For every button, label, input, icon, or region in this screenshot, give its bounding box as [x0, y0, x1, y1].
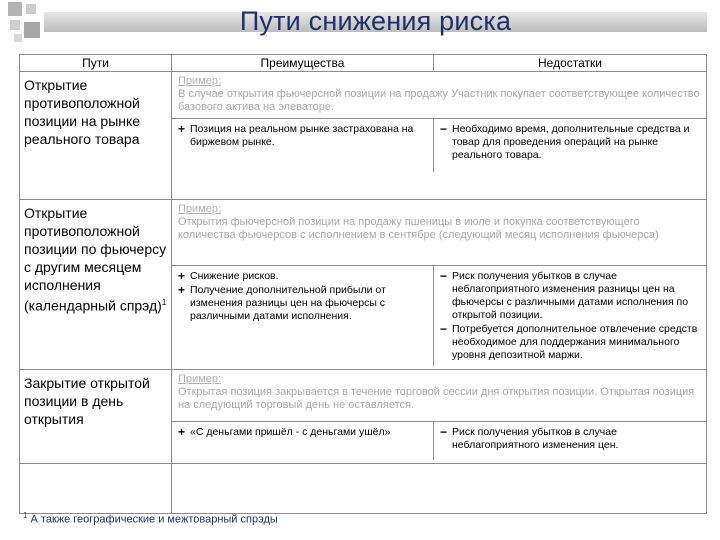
path-cell: Закрытие открытой позиции в день открытия — [20, 370, 172, 464]
disadvantages-cell — [434, 119, 706, 172]
decor-square — [8, 2, 22, 16]
decor-square — [14, 34, 22, 42]
plus-icon: + — [178, 122, 186, 136]
minus-icon: − — [440, 122, 448, 136]
path-cell: Открытие противоположной позиции по фьючерсу с другим месяцем исполнения (календарный спрэд)$^1$ — [20, 200, 172, 370]
table-row — [20, 200, 707, 370]
example-text: В случае открытия фьючерсной позиции на продажу Участник покупает соответствующее количество базового актива на элеваторе. — [178, 88, 700, 113]
advantage-text: «С деньгами пришёл - с деньгами ушёл» — [190, 426, 391, 438]
disadvantage-text: Риск получения убытков в случае неблагоприятного изменения цен. — [452, 426, 619, 451]
footnote-text: А также географические и межтоварный спрэды — [30, 513, 278, 526]
example-cell — [172, 200, 706, 266]
header-paths: Пути — [20, 55, 172, 72]
example-label: Пример: — [178, 373, 222, 385]
decor-square — [10, 20, 20, 30]
disadvantages-cell — [434, 422, 706, 460]
example-cell — [172, 370, 706, 422]
risk-table — [19, 54, 707, 514]
plus-icon: + — [178, 425, 186, 439]
header-disadvantages: Недостатки — [538, 56, 602, 70]
disadvantage-text: Риск получения убытков в случае неблагоприятного изменения разницы цен на фьючерсы с различными датами исполнения по открытой позиции. — [452, 270, 689, 321]
advantages-cell — [172, 119, 434, 172]
disadvantage-text: Потребуется дополнительное отвлечение средств необходимое для поддержания минимального уровня депозитной маржи. — [452, 323, 698, 361]
minus-icon: − — [440, 322, 448, 336]
empty-row — [20, 464, 707, 514]
disadvantages-cell — [434, 266, 706, 366]
example-cell — [172, 72, 706, 119]
plus-icon: + — [178, 269, 186, 283]
table-row — [20, 72, 707, 200]
decor-square — [24, 22, 40, 38]
minus-icon: − — [440, 269, 448, 283]
path-cell: Открытие противоположной позиции на рынке реального товара — [20, 72, 172, 200]
advantage-text: Снижение рисков. — [190, 270, 279, 282]
table-header-row — [20, 55, 707, 72]
advantages-cell — [172, 266, 434, 366]
advantage-text: Позиция на реальном рынке застрахована на биржевом рынке. — [190, 123, 414, 148]
slide-title: Пути снижения риска — [239, 6, 512, 36]
minus-icon: − — [440, 425, 448, 439]
table-row — [20, 370, 707, 464]
plus-icon: + — [178, 283, 186, 297]
example-label: Пример: — [178, 203, 222, 215]
header-advantages: Преимущества — [172, 55, 434, 71]
footnote-number: 1 — [23, 511, 28, 520]
disadvantage-text: Необходимо время, дополнительные средства и товар для проведения операций на рынке реального товара. — [452, 123, 690, 161]
footnote-mark: 1 — [161, 298, 167, 307]
advantages-cell — [172, 422, 434, 460]
decor-square — [26, 4, 36, 14]
advantage-text: Получение дополнительной прибыли от изменения разницы цен на фьючерсы с различными датами исполнения. — [190, 284, 386, 322]
example-text: Открытая позиция закрывается в течение торговой сессии дня открытия позиции. Открытая позиция на следующий торговый день не оставляется. — [178, 386, 695, 411]
example-text: Открытия фьючерсной позиции на продажу пшеницы в июле и покупка соответствующего количества фьючерсов с исполнением в сентябре (следующий месяц исполнения фьючерса) — [178, 216, 659, 241]
footnote — [23, 511, 278, 526]
example-label: Пример: — [178, 75, 222, 87]
